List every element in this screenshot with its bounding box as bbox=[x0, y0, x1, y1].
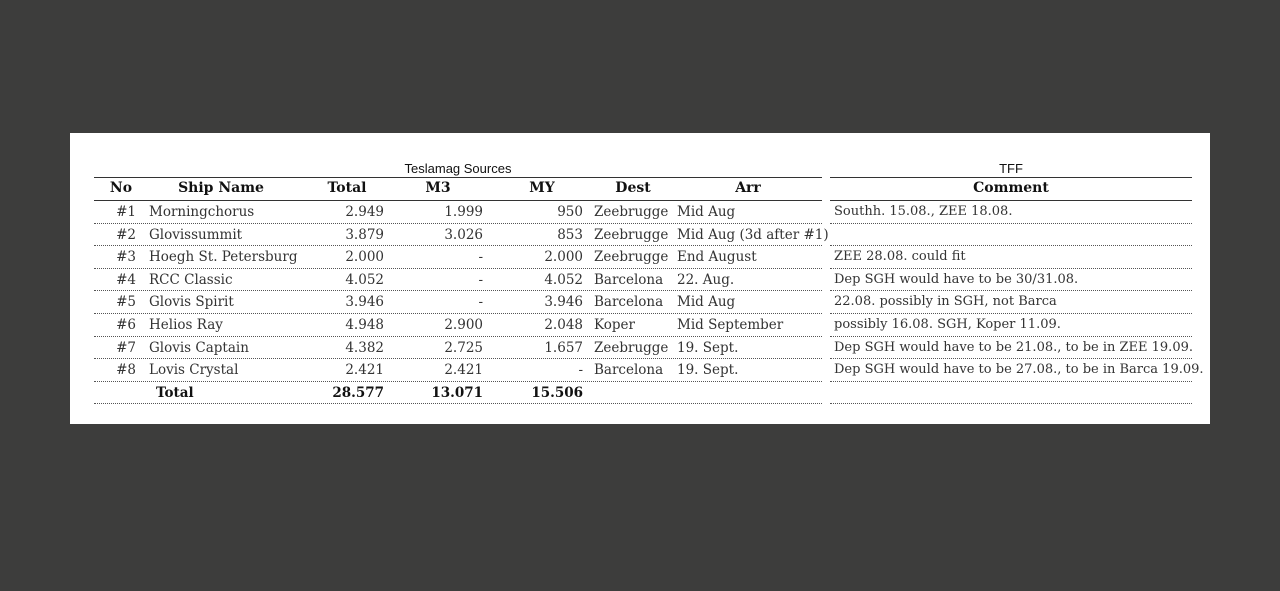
cell-m3: - bbox=[478, 294, 483, 311]
cell-total: 4.052 bbox=[345, 271, 384, 288]
cell-m3: 2.725 bbox=[444, 339, 483, 356]
cell-comment: 22.08. possibly in SGH, not Barca bbox=[834, 294, 1057, 310]
table-row bbox=[70, 224, 1210, 247]
cell-ship-name: Lovis Crystal bbox=[149, 362, 239, 379]
cell-arr: 19. Sept. bbox=[677, 339, 739, 356]
totals-total: 28.577 bbox=[332, 384, 384, 401]
cell-total: 4.948 bbox=[345, 316, 384, 333]
cell-m3: - bbox=[478, 271, 483, 288]
cell-ship-name: Helios Ray bbox=[149, 316, 223, 333]
cell-dest: Zeebrugge bbox=[594, 249, 669, 266]
cell-dest: Koper bbox=[594, 316, 635, 333]
cell-arr: Mid Aug bbox=[677, 294, 736, 311]
header-comment: Comment bbox=[973, 180, 1049, 196]
cell-no: #3 bbox=[116, 249, 136, 266]
table-row bbox=[70, 337, 1210, 360]
table-sheet bbox=[70, 133, 1210, 424]
row-divider-left bbox=[94, 403, 822, 404]
cell-ship-name: Glovis Spirit bbox=[149, 294, 234, 311]
header-rule-left bbox=[94, 177, 822, 178]
section-title-teslamag: Teslamag Sources bbox=[404, 161, 512, 176]
cell-total: 2.949 bbox=[345, 204, 384, 220]
cell-no: #2 bbox=[116, 226, 136, 243]
header-total: Total bbox=[327, 180, 367, 196]
cell-arr: 22. Aug. bbox=[677, 271, 735, 288]
cell-arr: 19. Sept. bbox=[677, 362, 739, 379]
cell-comment: Dep SGH would have to be 30/31.08. bbox=[834, 271, 1079, 287]
cell-total: 3.946 bbox=[345, 294, 384, 311]
cell-total: 2.421 bbox=[345, 362, 384, 379]
cell-comment: Dep SGH would have to be 21.08., to be in ZEE 19.09. bbox=[834, 339, 1193, 355]
header-dest: Dest bbox=[615, 180, 651, 196]
cell-m3: 1.999 bbox=[444, 204, 483, 220]
cell-my: 4.052 bbox=[544, 271, 583, 288]
table-row bbox=[70, 314, 1210, 337]
cell-total: 3.879 bbox=[345, 226, 384, 243]
cell-arr: Mid Aug (3d after #1) bbox=[677, 226, 829, 243]
cell-m3: - bbox=[478, 249, 483, 266]
cell-no: #1 bbox=[116, 204, 136, 220]
header-ship-name: Ship Name bbox=[178, 180, 264, 196]
table-row bbox=[70, 291, 1210, 314]
totals-m3: 13.071 bbox=[431, 384, 483, 401]
header-no: No bbox=[109, 180, 133, 196]
cell-no: #8 bbox=[116, 362, 136, 379]
cell-my: - bbox=[578, 362, 583, 379]
cell-my: 2.048 bbox=[544, 316, 583, 333]
cell-comment: possibly 16.08. SGH, Koper 11.09. bbox=[834, 316, 1061, 332]
cell-comment: ZEE 28.08. could fit bbox=[834, 249, 966, 265]
cell-ship-name: Glovis Captain bbox=[149, 339, 249, 356]
cell-arr: Mid Aug bbox=[677, 204, 736, 220]
cell-my: 2.000 bbox=[544, 249, 583, 266]
row-divider-right bbox=[830, 403, 1192, 404]
header-arr: Arr bbox=[735, 180, 761, 196]
header-rule-right bbox=[830, 177, 1192, 178]
table-row bbox=[70, 269, 1210, 292]
shipments-table bbox=[70, 201, 1210, 404]
table-row bbox=[70, 246, 1210, 269]
cell-ship-name: Hoegh St. Petersburg bbox=[149, 249, 298, 266]
cell-dest: Barcelona bbox=[594, 362, 664, 379]
cell-dest: Zeebrugge bbox=[594, 339, 669, 356]
header-m3: M3 bbox=[425, 180, 451, 196]
cell-no: #7 bbox=[116, 339, 136, 356]
cell-dest: Zeebrugge bbox=[594, 204, 669, 220]
cell-total: 4.382 bbox=[345, 339, 384, 356]
cell-comment: Dep SGH would have to be 27.08., to be in Barca 19.09. bbox=[834, 362, 1204, 378]
cell-dest: Barcelona bbox=[594, 271, 664, 288]
cell-no: #5 bbox=[116, 294, 136, 311]
cell-m3: 3.026 bbox=[444, 226, 483, 243]
cell-my: 853 bbox=[557, 226, 583, 243]
section-title-tff: TFF bbox=[999, 161, 1023, 176]
totals-label: Total bbox=[156, 384, 194, 401]
cell-my: 1.657 bbox=[544, 339, 583, 356]
totals-my: 15.506 bbox=[531, 384, 583, 401]
cell-ship-name: RCC Classic bbox=[149, 271, 233, 288]
cell-ship-name: Morningchorus bbox=[149, 204, 255, 220]
cell-my: 3.946 bbox=[544, 294, 583, 311]
totals-row bbox=[70, 382, 1210, 405]
cell-no: #6 bbox=[116, 316, 136, 333]
cell-m3: 2.421 bbox=[444, 362, 483, 379]
cell-ship-name: Glovissummit bbox=[149, 226, 243, 243]
cell-arr: Mid September bbox=[677, 316, 784, 333]
cell-total: 2.000 bbox=[345, 249, 384, 266]
cell-dest: Barcelona bbox=[594, 294, 664, 311]
cell-comment: Southh. 15.08., ZEE 18.08. bbox=[834, 204, 1013, 219]
table-row bbox=[70, 359, 1210, 382]
table-row bbox=[70, 201, 1210, 224]
cell-no: #4 bbox=[116, 271, 136, 288]
cell-dest: Zeebrugge bbox=[594, 226, 669, 243]
cell-m3: 2.900 bbox=[444, 316, 483, 333]
cell-my: 950 bbox=[557, 204, 583, 220]
cell-arr: End August bbox=[677, 249, 757, 266]
header-my: MY bbox=[529, 180, 555, 196]
